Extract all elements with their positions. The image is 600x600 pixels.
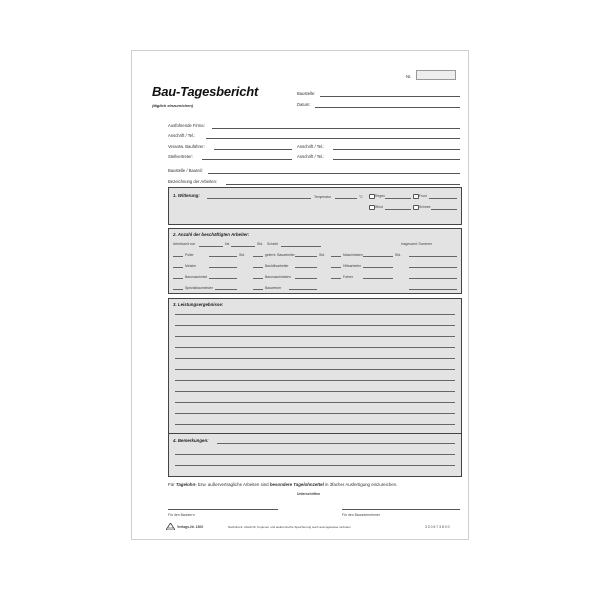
tagelohn-note bbox=[168, 482, 397, 487]
note-post: in 3facher Ausfertigung einzureichen. bbox=[323, 482, 398, 487]
note-bold-2: besondere Tagelohnzettel bbox=[269, 482, 324, 487]
meister-count[interactable] bbox=[173, 267, 183, 268]
datum-line[interactable] bbox=[315, 107, 460, 108]
col2-label-2: Bauhilfsarbeiter bbox=[265, 264, 289, 268]
verlag-nr: Verlags-Nr. 1300 bbox=[177, 525, 204, 529]
wind-label: Wind bbox=[375, 205, 383, 209]
leistung-title: 3. Leistungsergebnisse: bbox=[173, 302, 224, 307]
regen-line bbox=[385, 198, 411, 199]
arbeitszeit-von-line[interactable] bbox=[199, 246, 223, 247]
baustelle-label: Baustelle: bbox=[297, 91, 316, 96]
polier-hours[interactable] bbox=[209, 256, 237, 257]
col1-label-4: Spezialbaumeister bbox=[185, 286, 213, 290]
bezeichnung-line[interactable] bbox=[226, 184, 460, 185]
nr-field[interactable] bbox=[416, 70, 456, 80]
regen-label: Regen bbox=[375, 194, 385, 198]
sig-line-bauherr[interactable] bbox=[168, 509, 278, 510]
hilfs-hours[interactable] bbox=[295, 267, 317, 268]
hilfsarb-hours[interactable] bbox=[363, 267, 393, 268]
gelernt-hours[interactable] bbox=[295, 256, 317, 257]
col2-label-3: Baumaschinisten bbox=[265, 275, 291, 279]
anschrift3-label: Anschrift / Tel.: bbox=[297, 154, 325, 159]
anschrift-label: Anschrift / Tel.: bbox=[168, 133, 196, 138]
col1-label-2: Meister bbox=[185, 264, 197, 268]
schnee-line bbox=[431, 209, 457, 210]
hilfs-count[interactable] bbox=[253, 267, 263, 268]
leistung-line[interactable] bbox=[175, 325, 455, 326]
leistung-line[interactable] bbox=[175, 369, 455, 370]
wind-line bbox=[385, 209, 411, 210]
bauleiter-line[interactable] bbox=[214, 149, 292, 150]
barcode-number: 3 0 0 6 7 3 8 0 0 bbox=[425, 525, 450, 529]
meister-hours[interactable] bbox=[209, 267, 237, 268]
summe-line-4[interactable] bbox=[409, 289, 457, 290]
hilfsarb-count[interactable] bbox=[331, 267, 341, 268]
witterung-title: 1. Witterung: bbox=[173, 193, 200, 198]
section-witterung bbox=[168, 187, 462, 225]
col2-label-4: Bauwerker bbox=[265, 286, 282, 290]
leistung-line[interactable] bbox=[175, 424, 455, 425]
leistung-line[interactable] bbox=[175, 402, 455, 403]
fahrer-hours[interactable] bbox=[363, 278, 393, 279]
temperatur-line[interactable] bbox=[335, 198, 357, 199]
baumaschinist-count[interactable] bbox=[173, 278, 183, 279]
std-label: Std. bbox=[257, 242, 264, 246]
form-title: Bau-Tagesbericht bbox=[152, 84, 259, 99]
form-sheet bbox=[131, 50, 469, 540]
anschrift2-label: Anschrift / Tel.: bbox=[297, 144, 325, 149]
frost-line bbox=[429, 198, 457, 199]
anschrift-line[interactable] bbox=[206, 138, 460, 139]
baustelle-line[interactable] bbox=[320, 96, 460, 97]
form-subtitle: (täglich einzureichen) bbox=[152, 103, 194, 108]
firma-line[interactable] bbox=[212, 128, 460, 129]
insgesamt-label: Insgesamt: Summen bbox=[401, 242, 433, 246]
baumasch2-count[interactable] bbox=[253, 278, 263, 279]
baumasch2-hours[interactable] bbox=[295, 278, 317, 279]
witterung-line[interactable] bbox=[207, 198, 311, 199]
baumaschinist-hours[interactable] bbox=[209, 278, 237, 279]
col2-label-1: gelernt. Bauarbeiter bbox=[265, 253, 295, 257]
unterschriften-label: Unterschriften bbox=[297, 492, 321, 496]
leistung-line[interactable] bbox=[175, 336, 455, 337]
datum-label: Datum: bbox=[297, 102, 311, 107]
section-arbeiter bbox=[168, 228, 462, 294]
col3-label-3: Fahrer bbox=[343, 275, 353, 279]
leistung-line[interactable] bbox=[175, 391, 455, 392]
bauleiter-label: Verantw. Bauführer: bbox=[168, 144, 205, 149]
col3-label-2: Hilfsarbeiter bbox=[343, 264, 362, 268]
col1-label-1: Polier bbox=[185, 253, 194, 257]
section-bemerkungen bbox=[168, 433, 462, 477]
frost-label: Frost bbox=[419, 194, 427, 198]
bemerkung-line[interactable] bbox=[175, 454, 455, 455]
bemerkungen-title: 4. Bemerkungen: bbox=[173, 438, 209, 443]
maschinisten-hours[interactable] bbox=[363, 256, 393, 257]
arbeitszeit-bis-line[interactable] bbox=[231, 246, 255, 247]
spezial-hours[interactable] bbox=[215, 289, 237, 290]
leistung-line[interactable] bbox=[175, 413, 455, 414]
bauwerker-count[interactable] bbox=[253, 289, 263, 290]
stellvertreter-label: Stellvertreter: bbox=[168, 154, 193, 159]
polier-count[interactable] bbox=[173, 256, 183, 257]
gelernt-count[interactable] bbox=[253, 256, 263, 257]
leistung-line[interactable] bbox=[175, 380, 455, 381]
note-bold-1: Tagelohn- bbox=[175, 482, 197, 487]
temperatur-label: Temperatur bbox=[314, 195, 332, 199]
arbeitszeit-label: Arbeitszeit von bbox=[173, 242, 196, 246]
note-mid: bzw. außervertragliche Arbeiten sind bbox=[196, 482, 270, 487]
sig-label-bauherr: Für den Bauherrn bbox=[168, 513, 195, 517]
sig-line-unternehmer[interactable] bbox=[342, 509, 460, 510]
publisher-logo-icon bbox=[166, 523, 175, 530]
note-pre: Für bbox=[168, 482, 176, 487]
bemerkung-line[interactable] bbox=[217, 443, 455, 444]
col1-std: Std. bbox=[239, 253, 246, 257]
maschinisten-count[interactable] bbox=[331, 256, 341, 257]
anschrift3-line[interactable] bbox=[333, 159, 460, 160]
leistung-line[interactable] bbox=[175, 314, 455, 315]
fahrer-count[interactable] bbox=[331, 278, 341, 279]
bauteil-label: Baustelle / Bauteil: bbox=[168, 168, 203, 173]
col2-std: Std. bbox=[319, 253, 326, 257]
col1-label-3: Baumaschinist bbox=[185, 275, 208, 279]
firma-label: Ausführende Firma: bbox=[168, 123, 205, 128]
stellvertreter-line[interactable] bbox=[202, 159, 292, 160]
bauwerker-hours[interactable] bbox=[289, 289, 317, 290]
copyright-hinweis: Nachdruck, Abschrift, Kopieren und elektronische Speicherung auch auszugsweise verboten bbox=[228, 525, 351, 529]
nr-label: Nr. bbox=[406, 74, 412, 79]
celsius-label: °C bbox=[359, 195, 363, 199]
summe-line-2[interactable] bbox=[409, 267, 457, 268]
anschrift2-line[interactable] bbox=[333, 149, 460, 150]
col3-std: Std. bbox=[395, 253, 402, 257]
col3-label-1: Maschinisten bbox=[343, 253, 363, 257]
summe-line-1[interactable] bbox=[409, 256, 457, 257]
bezeichnung-label: Bezeichnung der Arbeiten: bbox=[168, 179, 218, 184]
spezial-count[interactable] bbox=[173, 289, 183, 290]
sig-label-unternehmer: Für den Bauunternehmer bbox=[342, 513, 380, 517]
leistung-line[interactable] bbox=[175, 358, 455, 359]
schicht-line[interactable] bbox=[281, 246, 321, 247]
leistung-line[interactable] bbox=[175, 347, 455, 348]
arbeiter-title: 2. Anzahl der beschäftigten Arbeiter: bbox=[173, 232, 250, 237]
schicht-label: Schicht bbox=[267, 242, 279, 246]
bis-label: bis bbox=[225, 242, 230, 246]
summe-line-3[interactable] bbox=[409, 278, 457, 279]
bemerkung-line[interactable] bbox=[175, 465, 455, 466]
schnee-label: Schnee bbox=[419, 205, 431, 209]
bauteil-line[interactable] bbox=[208, 173, 460, 174]
